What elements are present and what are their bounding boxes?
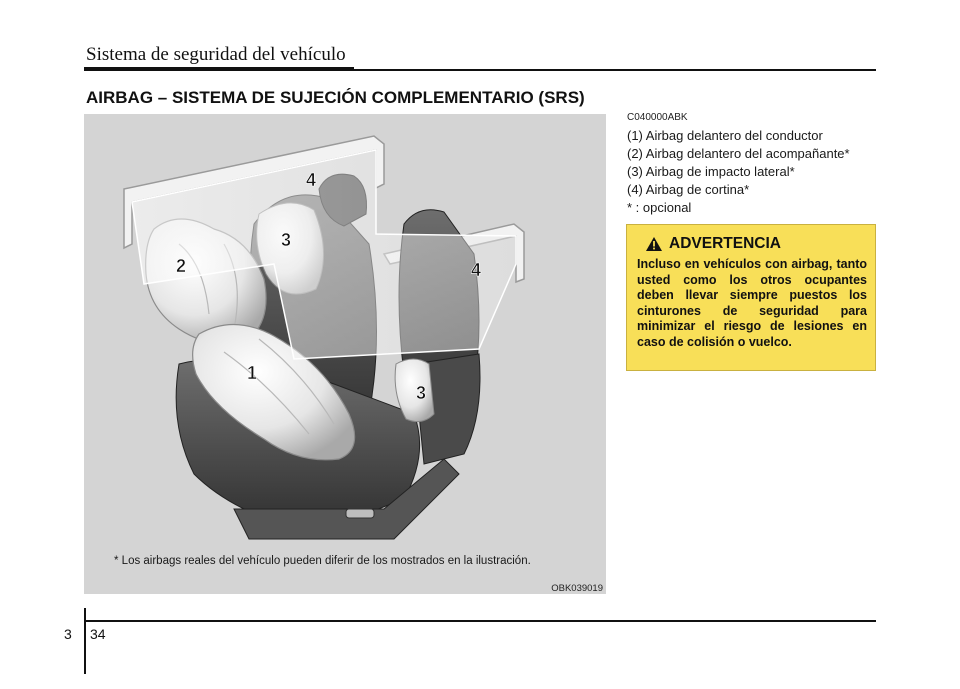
legend-code: C040000ABK — [627, 112, 688, 123]
legend-item: (4) Airbag de cortina* — [627, 182, 750, 197]
warning-text: Incluso en vehículos con airbag, tanto usted como los otros ocupantes deben llevar siempre puestos los cinturones de seguridad para minimizar el riesgo de lesiones en caso de colisión o vuelco. — [637, 257, 867, 349]
warning-triangle-icon — [645, 236, 663, 252]
legend-item: (3) Airbag de impacto lateral* — [627, 164, 795, 179]
airbag-diagram — [84, 114, 606, 594]
figure-caption: * Los airbags reales del vehículo pueden diferir de los mostrados en la ilustración. — [114, 555, 531, 567]
legend-item: (1) Airbag delantero del conductor — [627, 128, 823, 143]
section-title: AIRBAG – SISTEMA DE SUJECIÓN COMPLEMENTARIO (SRS) — [86, 88, 585, 107]
figure-label-3a: 3 — [281, 230, 292, 250]
legend-list — [627, 127, 850, 217]
figure-label-4a: 4 — [306, 170, 317, 190]
legend-item: * : opcional — [627, 200, 692, 215]
figure-label-3b: 3 — [416, 383, 427, 403]
figure-label-2: 2 — [176, 256, 187, 276]
header-title: Sistema de seguridad del vehículo — [86, 44, 346, 65]
header-rule-thin — [354, 69, 876, 71]
seat-lever — [346, 509, 374, 518]
airbag-illustration — [84, 114, 606, 594]
warning-title: ADVERTENCIA — [669, 235, 781, 252]
footer-rule-vertical — [84, 608, 86, 674]
warning-box — [626, 224, 876, 371]
chapter-number: 3 — [64, 626, 72, 642]
legend-item: (2) Airbag delantero del acompañante* — [627, 146, 850, 161]
warning-header — [645, 235, 781, 253]
page-number: 34 — [90, 626, 106, 642]
figure-label-1: 1 — [247, 363, 258, 383]
footer-rule-horizontal — [84, 620, 876, 622]
figure-label-4b: 4 — [471, 260, 482, 280]
header-rule-thick — [84, 67, 354, 71]
figure-code: OBK039019 — [551, 583, 603, 594]
